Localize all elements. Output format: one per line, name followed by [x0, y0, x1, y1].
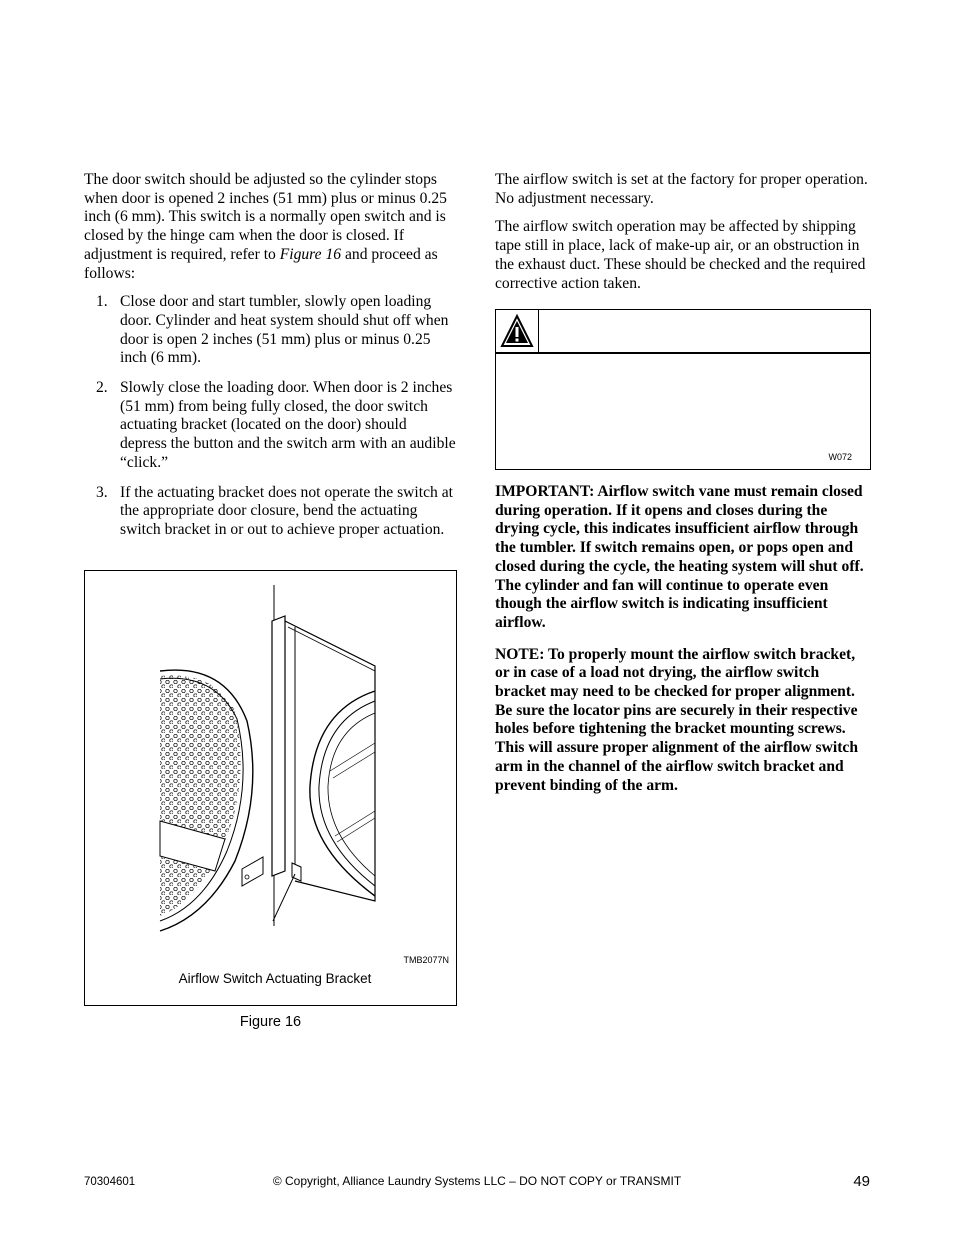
figure-16-box — [84, 570, 457, 1006]
footer-copyright: © Copyright, Alliance Laundry Systems LLC – DO NOT COPY or TRANSMIT — [272, 1174, 682, 1188]
warning-code: W072 — [828, 452, 852, 462]
intro-paragraph: The door switch should be adjusted so the cylinder stops when door is opened 2 inches (51 mm) plus or minus 0.25 inch (6 mm). This switch is a normally open switch and is closed by the hinge cam when the door is closed. If adjustment is required, refer to Figure 16 and proceed as follows: — [84, 171, 447, 282]
figure-label: Figure 16 — [239, 1014, 302, 1030]
step-number: 1. — [96, 293, 108, 311]
figure-code: TMB2077N — [403, 955, 449, 965]
airflow-switch-bracket-illustration — [85, 571, 456, 951]
step-text: Slowly close the loading door. When door is 2 inches (51 mm) from being fully closed, the door switch actuating bracket (located on the door) should depress the button and the switch arm with an audible “click.” — [120, 379, 456, 471]
figure-caption: Airflow Switch Actuating Bracket — [178, 971, 372, 986]
step-number: 3. — [96, 483, 108, 501]
airflow-causes-paragraph: The airflow switch operation may be affected by shipping tape still in place, lack of make-up air, or an obstruction in the exhaust duct. These should be checked and the required corrective action taken. — [495, 218, 866, 292]
warning-box — [495, 309, 871, 470]
note-paragraph: NOTE: To properly mount the airflow switch bracket, or in case of a load not drying, the airflow switch bracket may need to be checked for proper alignment. Be sure the locator pins are securely in their respective holes before tightening the bracket mounting screws. This will assure proper alignment of the airflow switch arm in the channel of the airflow switch bracket and prevent binding of the arm. — [495, 645, 858, 794]
page-number: 49 — [853, 1173, 870, 1190]
warning-triangle-icon — [496, 310, 538, 352]
factory-setting-paragraph: The airflow switch is set at the factory for proper operation. No adjustment necessary. — [495, 171, 868, 207]
step-item — [84, 484, 456, 540]
figure-reference-link[interactable]: Figure 16 — [279, 245, 342, 263]
step-item — [84, 379, 456, 473]
procedure-steps — [84, 293, 456, 539]
right-column-lower — [495, 483, 871, 805]
important-paragraph: IMPORTANT: Airflow switch vane must remain closed during operation. If it opens and closes during the drying cycle, this indicates insufficient airflow through the tumbler. If switch remains open, or pops open and closed during the cycle, the heating system will shut off. The cylinder and fan will continue to operate even though the airflow switch is indicating insufficient airflow. — [495, 483, 864, 631]
left-column — [84, 171, 456, 551]
footer-doc-number: 70304601 — [84, 1176, 136, 1188]
step-number: 2. — [96, 379, 108, 397]
right-column — [495, 171, 871, 303]
step-text: Close door and start tumbler, slowly open loading door. Cylinder and heat system should shut off when door is open 2 inches (51 mm) plus or minus 0.25 inch (6 mm). — [120, 293, 449, 367]
step-item — [84, 293, 456, 368]
step-text: If the actuating bracket does not operate the switch at the appropriate door closure, bend the actuating switch bracket in or out to achieve proper actuation. — [120, 483, 453, 538]
warning-header — [496, 310, 870, 354]
